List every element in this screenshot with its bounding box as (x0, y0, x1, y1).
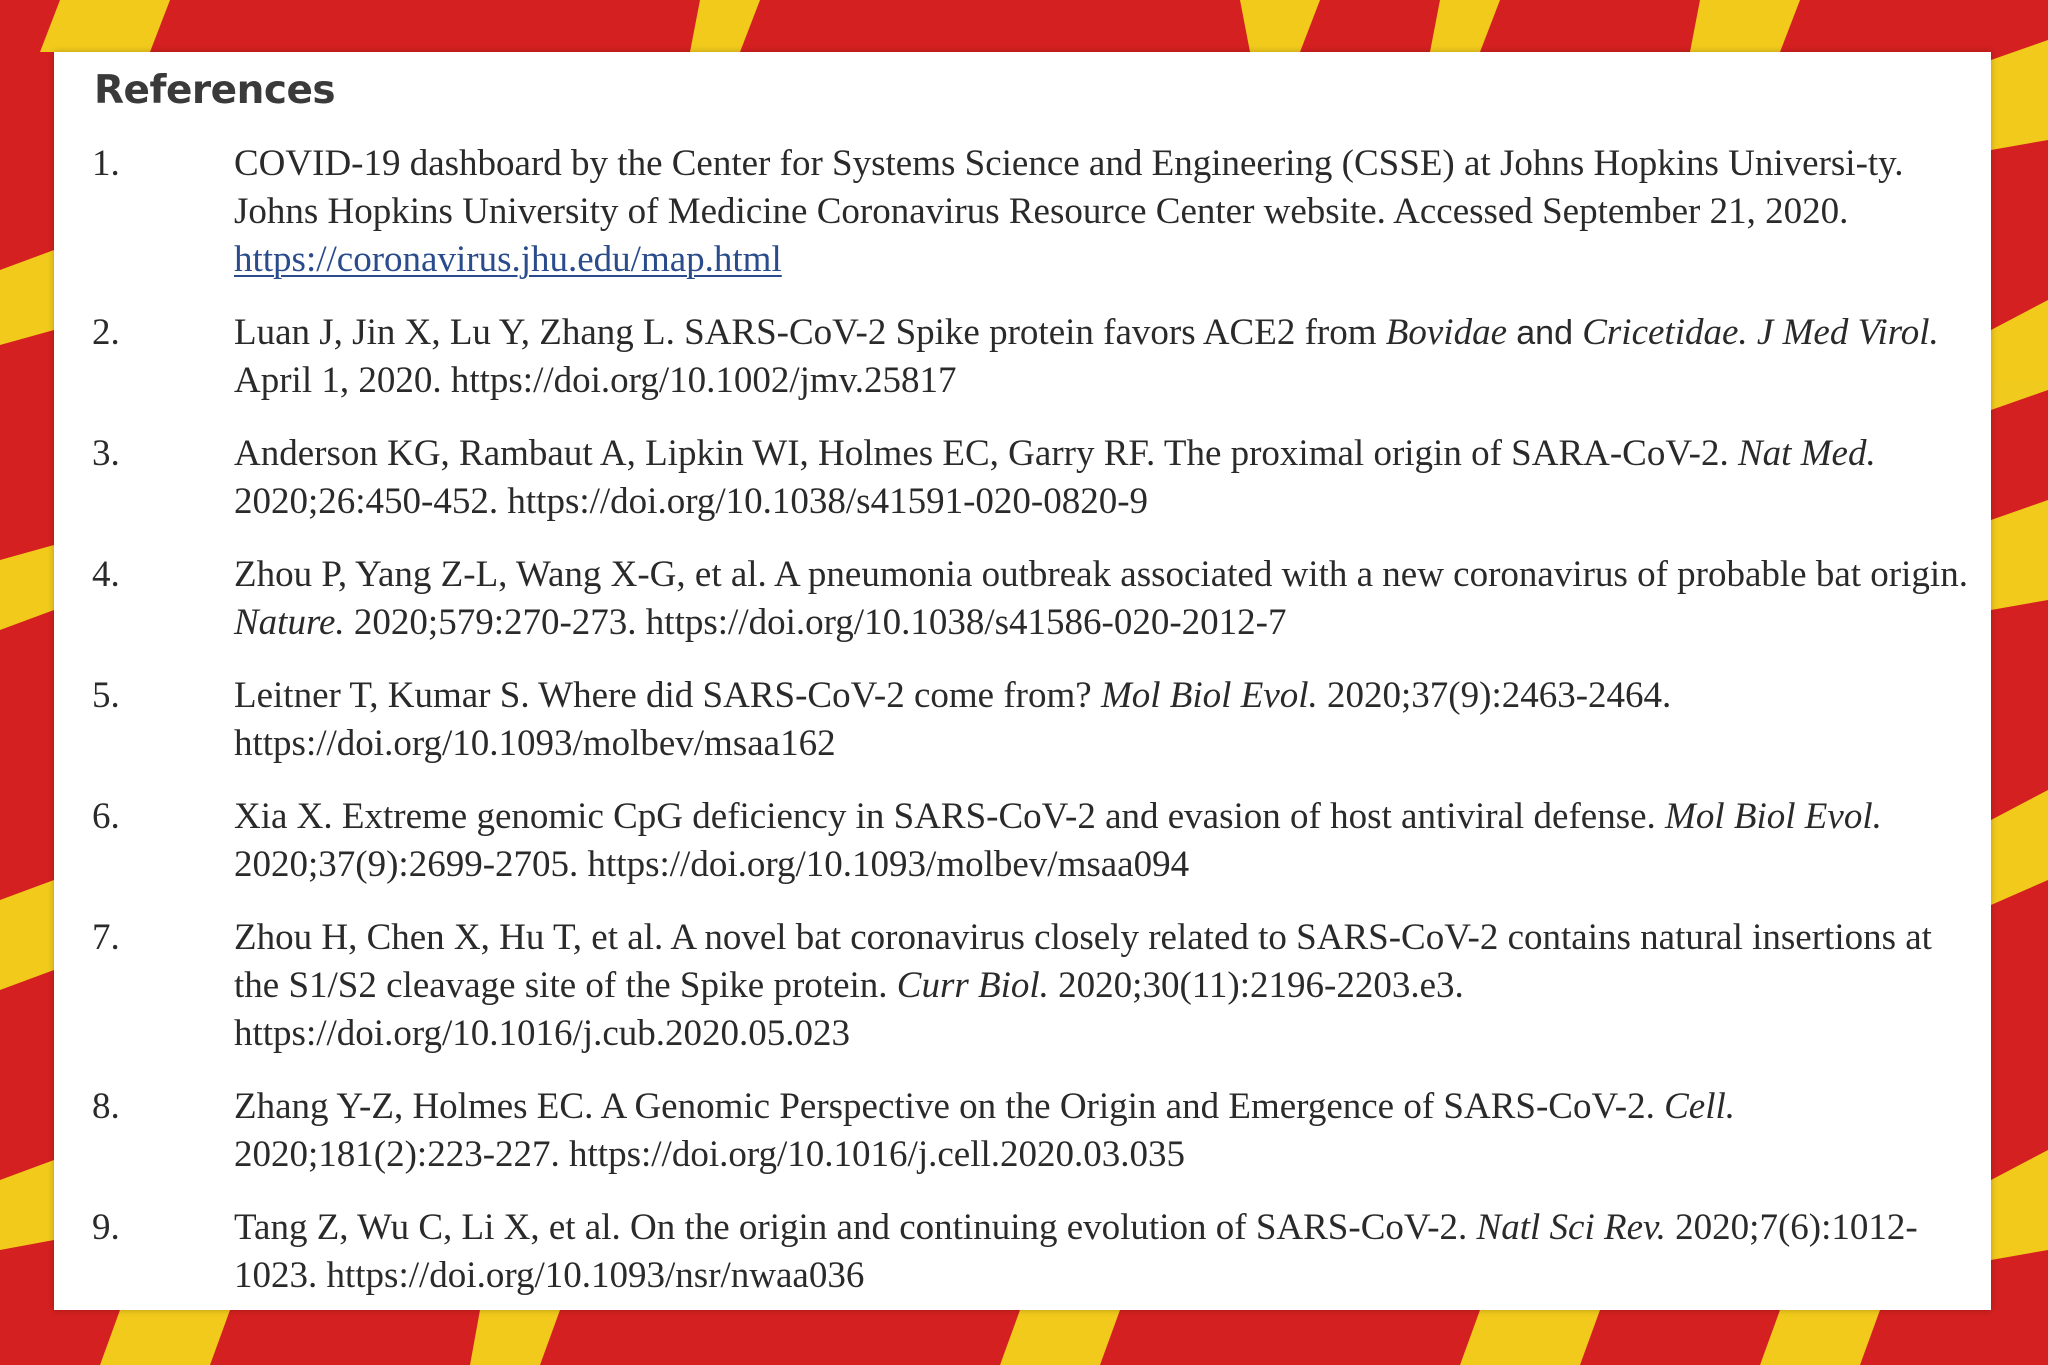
reference-text: Zhou P, Yang Z-L, Wang X-G, et al. A pneumonia outbreak associated with a new coronavirus of probable bat origin. (234, 554, 1968, 595)
reference-number: 7. (92, 917, 120, 958)
reference-number: 3. (92, 433, 120, 474)
reference-item-1 (92, 140, 1972, 284)
reference-item-7 (92, 914, 1972, 1058)
reference-item-2 (92, 309, 1972, 405)
reference-citation: 2020;30(11):2196-2203.e3. https://doi.org/10.1016/j.cub.2020.05.023 (234, 965, 1464, 1054)
references-heading: References (94, 68, 336, 113)
reference-item-9 (92, 1204, 1972, 1300)
reference-journal: Cell. (1664, 1086, 1736, 1127)
reference-text: and (1516, 314, 1573, 352)
reference-number: 1. (92, 143, 120, 184)
reference-number: 5. (92, 675, 120, 716)
reference-citation: 2020;37(9):2463-2464. https://doi.org/10.1093/molbev/msaa162 (234, 675, 1672, 764)
reference-journal: Cricetidae. J Med Virol. (1582, 312, 1939, 353)
reference-text: Tang Z, Wu C, Li X, et al. On the origin and continuing evolution of SARS-CoV-2. (234, 1207, 1468, 1248)
reference-number: 6. (92, 796, 120, 837)
reference-citation: 2020;7(6):1012-1023. https://doi.org/10.1093/nsr/nwaa036 (234, 1207, 1918, 1296)
reference-link[interactable]: https://coronavirus.jhu.edu/map.html (234, 239, 782, 280)
reference-italic-text: Bovidae (1385, 312, 1507, 353)
reference-item-3 (92, 430, 1972, 526)
reference-citation: April 1, 2020. https://doi.org/10.1002/jmv.25817 (234, 360, 957, 401)
reference-item-4 (92, 551, 1972, 647)
reference-citation: 2020;26:450-452. https://doi.org/10.1038/s41591-020-0820-9 (234, 481, 1149, 522)
reference-journal: Mol Biol Evol. (1100, 675, 1318, 716)
reference-text: Anderson KG, Rambaut A, Lipkin WI, Holmes EC, Garry RF. The proximal origin of SARA-CoV-2. (234, 433, 1729, 474)
reference-text: Xia X. Extreme genomic CpG deficiency in SARS-CoV-2 and evasion of host antiviral defense. (234, 796, 1656, 837)
reference-text: Leitner T, Kumar S. Where did SARS-CoV-2 come from? (234, 675, 1092, 716)
reference-text: Luan J, Jin X, Lu Y, Zhang L. SARS-CoV-2 Spike protein favors ACE2 from (234, 312, 1377, 353)
reference-list (92, 140, 1972, 1325)
reference-number: 9. (92, 1207, 120, 1248)
reference-text: COVID-19 dashboard by the Center for Systems Science and Engineering (CSSE) at Johns Hopkins Universi-ty. Johns Hopkins University of Medicine Coronavirus Resource Center website. Accessed September 21, 2020. (234, 143, 1904, 232)
reference-item-6 (92, 793, 1972, 889)
reference-citation: 2020;37(9):2699-2705. https://doi.org/10.1093/molbev/msaa094 (234, 844, 1190, 885)
reference-number: 2. (92, 312, 120, 353)
reference-item-8 (92, 1083, 1972, 1179)
reference-journal: Nat Med. (1738, 433, 1876, 474)
reference-item-5 (92, 672, 1972, 768)
reference-journal: Natl Sci Rev. (1476, 1207, 1666, 1248)
reference-citation: 2020;181(2):223-227. https://doi.org/10.1016/j.cell.2020.03.035 (234, 1134, 1185, 1175)
reference-citation: 2020;579:270-273. https://doi.org/10.1038/s41586-020-2012-7 (353, 602, 1287, 643)
reference-text: Zhang Y-Z, Holmes EC. A Genomic Perspective on the Origin and Emergence of SARS-CoV-2. (234, 1086, 1655, 1127)
reference-journal: Nature. (234, 602, 345, 643)
reference-journal: Mol Biol Evol. (1665, 796, 1882, 837)
reference-text: Zhou H, Chen X, Hu T, et al. A novel bat coronavirus closely related to SARS-CoV-2 contains natural insertions at the S1/S2 cleavage site of the Spike protein. (234, 917, 1932, 1006)
reference-journal: Curr Biol. (896, 965, 1049, 1006)
reference-number: 4. (92, 554, 120, 595)
reference-number: 8. (92, 1086, 120, 1127)
references-card (54, 52, 1991, 1310)
